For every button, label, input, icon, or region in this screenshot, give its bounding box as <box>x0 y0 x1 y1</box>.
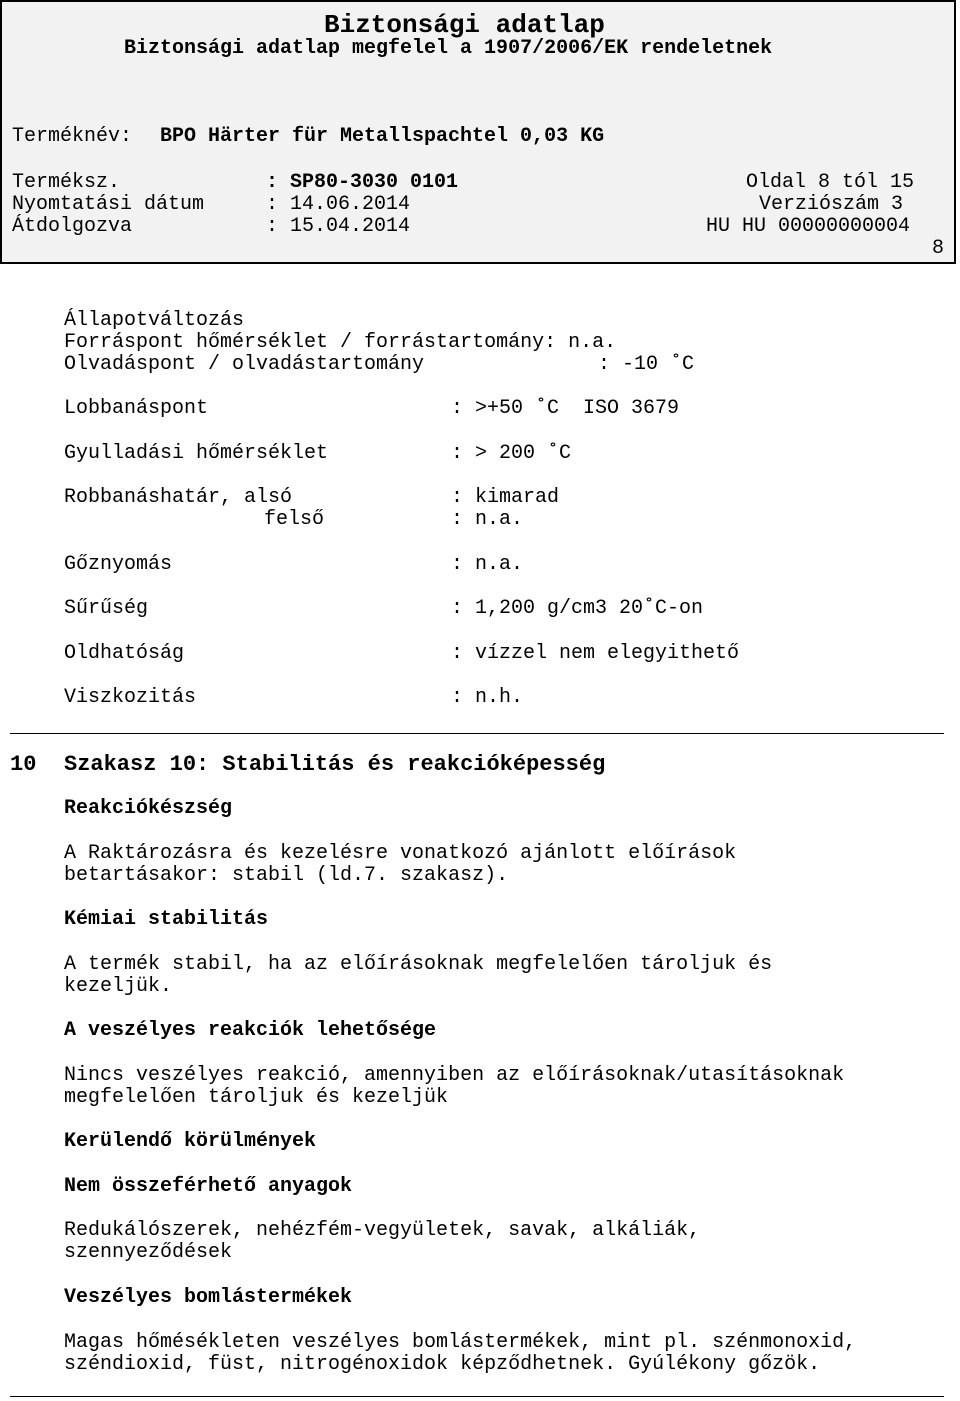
document-code: HU HU 00000000004 <box>706 215 911 238</box>
product-no-label: Terméksz. <box>12 171 121 194</box>
decomposition-text-line: széndioxid, füst, nitrogénoxidok képződhetnek. Gyúlékony gőzök. <box>64 1353 821 1376</box>
product-no: : SP80-3030 0101 <box>266 171 459 194</box>
property-value: : n.h. <box>451 686 524 709</box>
property-value: : n.a. <box>451 553 524 576</box>
product-name: BPO Härter für Metallspachtel 0,03 KG <box>160 125 605 148</box>
reactivity-text-line: A Raktározásra és kezelésre vonatkozó ajánlott előírások <box>64 842 737 865</box>
version-info: Verziószám 3 <box>759 193 904 216</box>
avoid-heading: Kerülendő körülmények <box>64 1130 317 1153</box>
decomposition-heading: Veszélyes bomlástermékek <box>64 1286 353 1309</box>
boiling-point-row: Forráspont hőmérséklet / forrástartomány: n.a. <box>64 331 617 354</box>
property-value: : vízzel nem elegyithető <box>451 642 740 665</box>
decomposition-text-line: Magas hőmésékleten veszélyes bomlástermékek, mint pl. szénmonoxid, <box>64 1331 857 1354</box>
melting-point-label: Olvadáspont / olvadástartomány <box>64 353 425 376</box>
document-header <box>0 0 956 264</box>
section-number: 10 <box>10 752 37 777</box>
stability-text-line: kezeljük. <box>64 975 173 998</box>
melting-point-value: : -10 ˚C <box>598 353 695 376</box>
property-value: : 1,200 g/cm3 20˚C-on <box>451 597 704 620</box>
property-label: Sűrűség <box>64 597 149 620</box>
section-title: Szakasz 10: Stabilitás és reakcióképesség <box>64 752 606 777</box>
product-name-label: Terméknév: <box>12 125 133 148</box>
revised-date: : 15.04.2014 <box>266 215 411 238</box>
property-label: felső <box>264 508 325 531</box>
property-label: Viszkozitás <box>64 686 197 709</box>
incompatible-text-line: Redukálószerek, nehézfém-vegyületek, savak, alkáliák, <box>64 1219 701 1242</box>
property-value: : n.a. <box>451 508 524 531</box>
incompatible-heading: Nem összeférhető anyagok <box>64 1175 353 1198</box>
stability-text-line: A termék stabil, ha az előírásoknak megfelelően tároljuk és <box>64 953 773 976</box>
stability-heading: Kémiai stabilitás <box>64 908 269 931</box>
property-value: : > 200 ˚C <box>451 442 572 465</box>
revised-label: Átdolgozva <box>12 215 133 238</box>
hazard-text-line: Nincs veszélyes reakció, amennyiben az előírásoknak/utasításoknak <box>64 1064 845 1087</box>
reactivity-heading: Reakciókészség <box>64 797 233 820</box>
print-date: : 14.06.2014 <box>266 193 411 216</box>
print-date-label: Nyomtatási dátum <box>12 193 205 216</box>
state-change-heading: Állapotváltozás <box>64 309 245 332</box>
reactivity-text-line: betartásakor: stabil (ld.7. szakasz). <box>64 864 509 887</box>
property-label: Robbanáshatár, alsó <box>64 486 293 509</box>
section-divider <box>10 733 944 734</box>
property-value: : kimarad <box>451 486 560 509</box>
property-label: Gőznyomás <box>64 553 173 576</box>
property-value: : >+50 ˚C ISO 3679 <box>451 397 680 420</box>
document-subtitle: Biztonsági adatlap megfelel a 1907/2006/EK rendeletnek <box>124 37 773 60</box>
section-divider <box>10 1396 944 1397</box>
hazard-text-line: megfelelően tároljuk és kezeljük <box>64 1086 449 1109</box>
property-label: Oldhatóság <box>64 642 185 665</box>
hazard-heading: A veszélyes reakciók lehetősége <box>64 1019 437 1042</box>
incompatible-text-line: szennyeződések <box>64 1241 233 1264</box>
property-label: Lobbanáspont <box>64 397 209 420</box>
document-code-cont: 8 <box>932 237 945 260</box>
page-info: Oldal 8 tól 15 <box>746 171 915 194</box>
document-title: Biztonsági adatlap <box>324 10 605 40</box>
property-label: Gyulladási hőmérséklet <box>64 442 329 465</box>
